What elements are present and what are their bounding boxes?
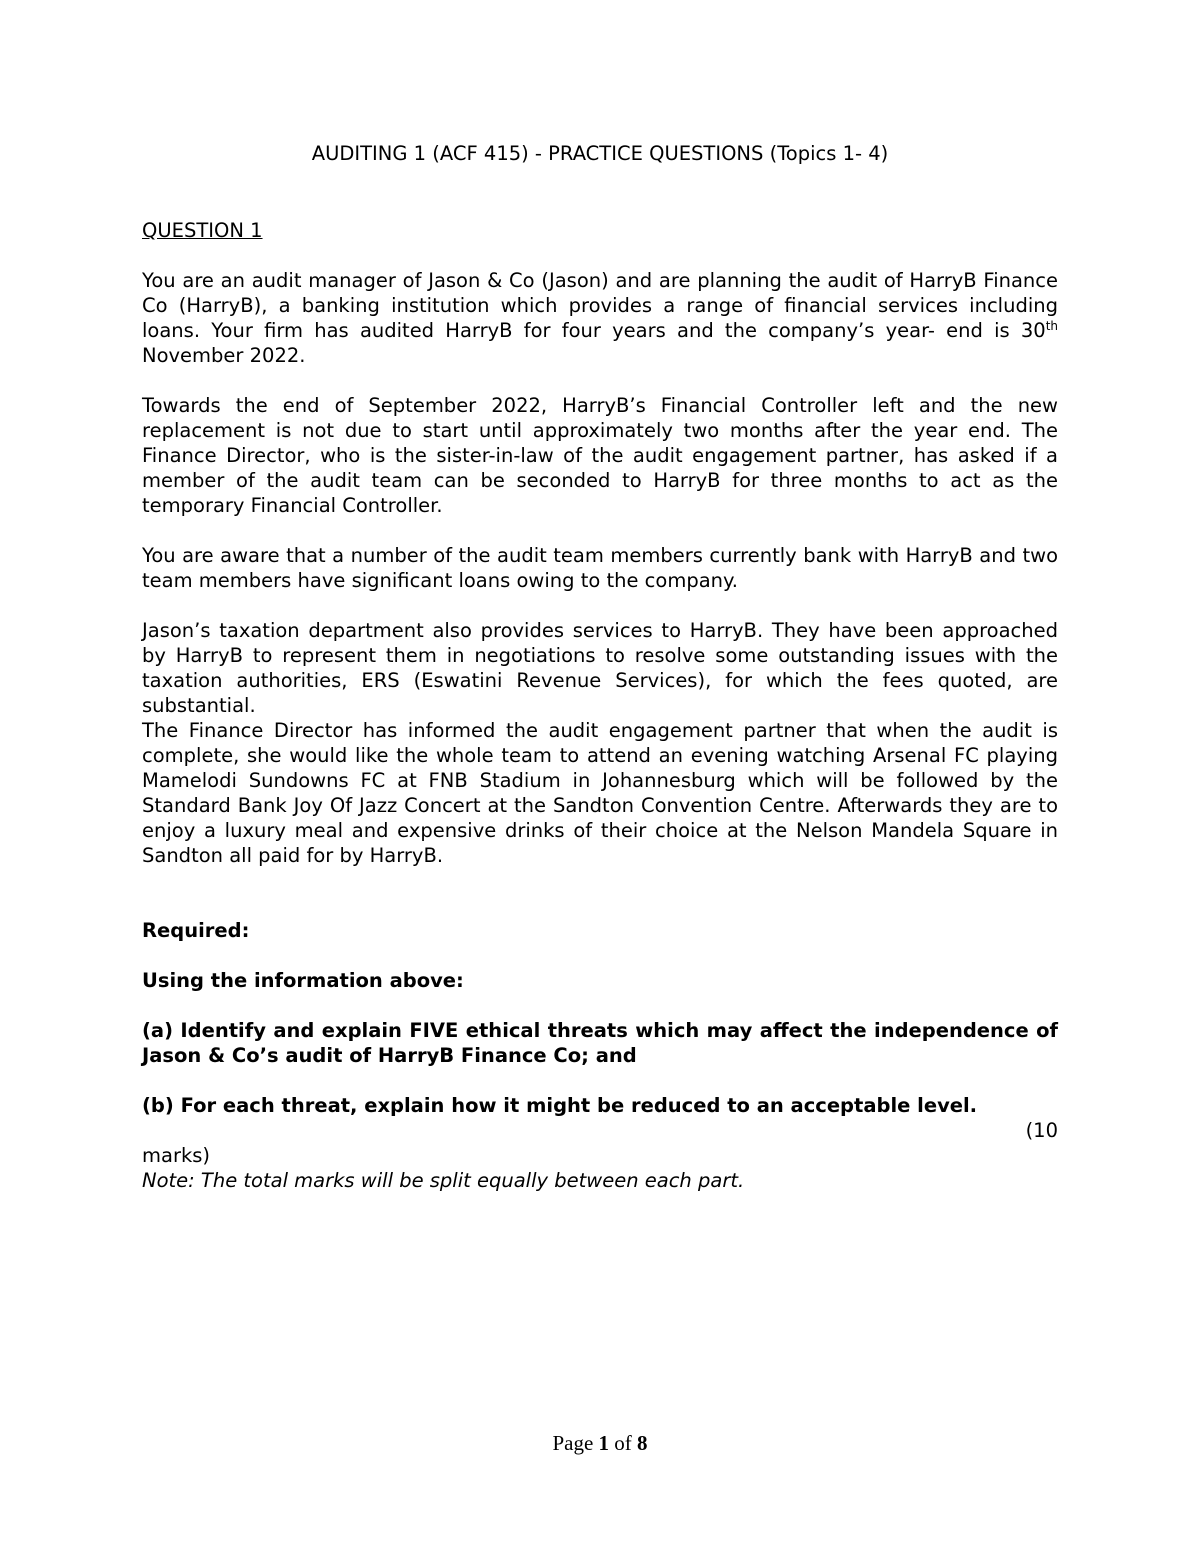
- para1-text-end: November 2022.: [142, 344, 306, 367]
- scenario-paragraph-3: You are aware that a number of the audit team members currently bank with HarryB and two team members have significant loans owing to the company.: [142, 544, 1058, 592]
- page-footer: [0, 1430, 1200, 1456]
- requirement-part-a: (a) Identify and explain FIVE ethical threats which may affect the independence of Jason & Co’s audit of HarryB Finance Co; and: [142, 1019, 1058, 1067]
- instruction-text: Using the information above:: [142, 969, 464, 992]
- scenario-paragraph-5: The Finance Director has informed the audit engagement partner that when the audit is complete, she would like the whole team to attend an evening watching Arsenal FC playing Mamelodi Sundowns FC at FNB Stadium in Johannesburg which will be followed by the Standard Bank Joy Of Jazz Concert at the Sandton Convention Centre. Afterwards they are to enjoy a luxury meal and expensive drinks of their choice at the Nelson Mandela Square in Sandton all paid for by HarryB.: [142, 719, 1058, 867]
- ordinal-suffix: th: [1045, 319, 1058, 333]
- of-word: of: [614, 1431, 632, 1455]
- question-heading: QUESTION 1: [142, 219, 263, 242]
- requirement-part-b: (b) For each threat, explain how it might be reduced to an acceptable level.: [142, 1094, 978, 1117]
- page-word: Page: [552, 1431, 594, 1455]
- required-label: Required:: [142, 919, 250, 942]
- page-number: 1: [598, 1431, 610, 1455]
- marks-allocation: (10: [1025, 1119, 1058, 1142]
- document-body: [142, 140, 1058, 1193]
- scenario-paragraph-1: [142, 268, 1058, 368]
- document-title: AUDITING 1 (ACF 415) - PRACTICE QUESTIONS (Topics 1- 4): [311, 142, 889, 165]
- scenario-paragraph-4: Jason’s taxation department also provides services to HarryB. They have been approached by HarryB to represent them in negotiations to resolve some outstanding issues with the taxation authorities, ERS (Eswatini Revenue Services), for which the fees quoted, are substantial.: [142, 619, 1058, 717]
- marks-note: Note: The total marks will be split equally between each part.: [142, 1169, 745, 1192]
- page-total: 8: [637, 1431, 648, 1455]
- scenario-paragraph-2: Towards the end of September 2022, HarryB’s Financial Controller left and the new replacement is not due to start until approximately two months after the year end. The Finance Director, who is the sister-in-law of the audit engagement partner, has asked if a member of the audit team can be seconded to HarryB for three months to act as the temporary Financial Controller.: [142, 394, 1058, 517]
- para1-text: You are an audit manager of Jason & Co (Jason) and are planning the audit of HarryB Finance Co (HarryB), a banking institution which provides a range of financial services including loans. Your firm has audited HarryB for four years and the company’s year- end is 30: [142, 269, 1058, 342]
- marks-allocation-end: marks): [142, 1144, 211, 1167]
